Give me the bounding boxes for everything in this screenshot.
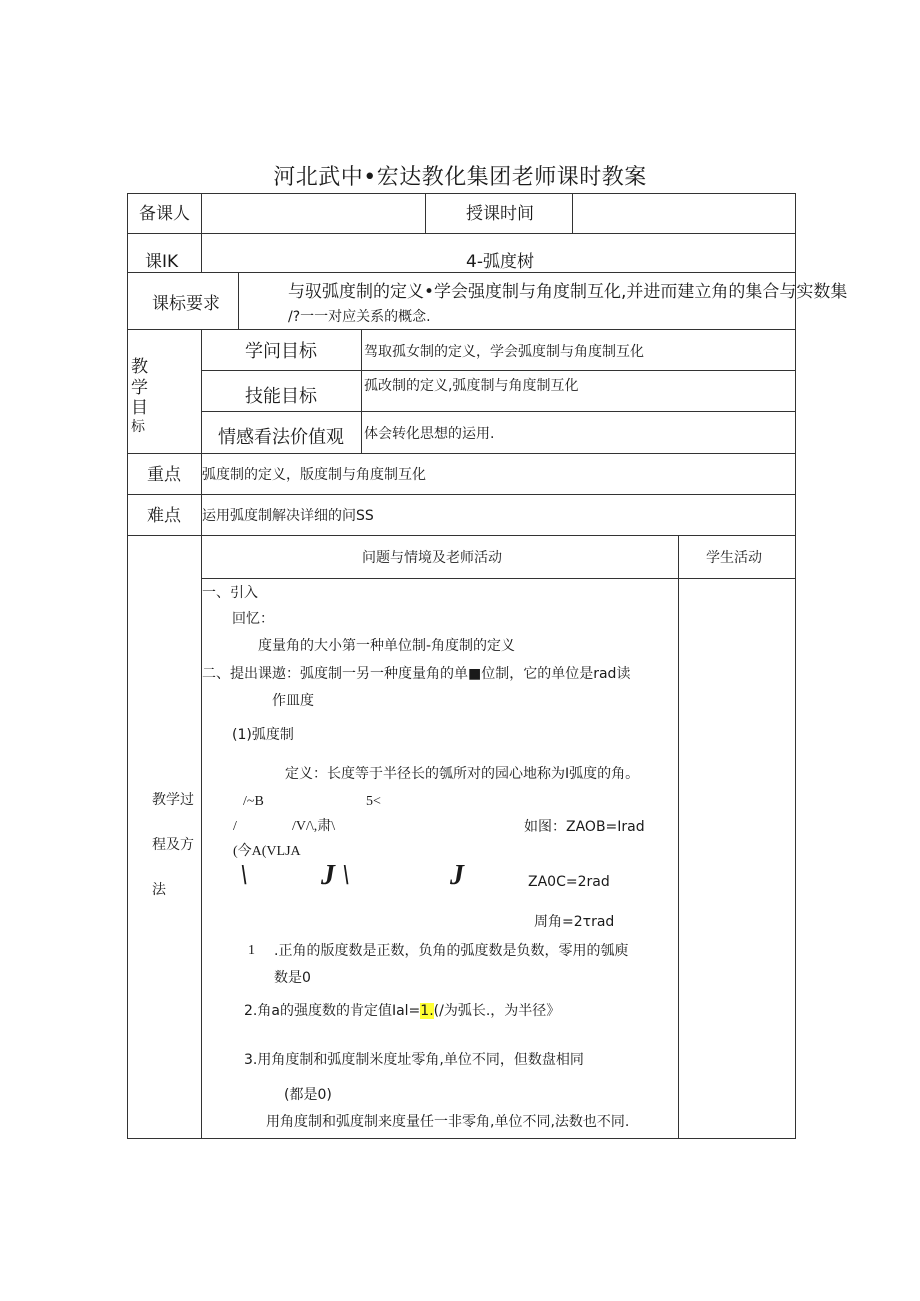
skill-goal-value: 孤改制的定义,弧度制与角度制互化 [364, 378, 579, 394]
goals-label-char: 标 [131, 419, 145, 435]
recall-line: 回忆： [232, 611, 274, 627]
note-1-text: .正角的版度数是正数，负角的弧度数是负数，零用的瓠庾 [274, 943, 629, 959]
col-divider [678, 535, 679, 1139]
figure-label: /~B [243, 794, 264, 809]
student-activity-header: 学生活动 [706, 550, 762, 566]
key-point-label: 重点 [147, 465, 181, 485]
note-2-text: .角a的强度数的肯定值Ial= [252, 1003, 421, 1019]
note-3 [244, 1051, 584, 1069]
standard-line-1: 与驭弧度制的定义•学会强度制与角度制互化,并进而建立角的集合与实数集 [288, 282, 848, 302]
table-border-right [795, 193, 796, 1139]
row-divider [127, 233, 796, 234]
table-border-left [127, 193, 128, 1139]
row-divider [202, 370, 796, 371]
goals-label-char: 学 [131, 378, 148, 398]
key-point-value: 弧度制的定义，版度制与角度制互化 [202, 467, 426, 483]
figure-stroke: \ [240, 860, 248, 891]
topic-label: 课IK [145, 252, 179, 272]
row-divider [127, 272, 796, 273]
topic-value: 4-弧度树 [466, 252, 534, 272]
topic-line-2: 作皿度 [272, 693, 314, 709]
col-divider [425, 193, 426, 234]
col-divider [201, 193, 202, 273]
col-divider [238, 272, 239, 330]
knowledge-goal-value: 驾取孤女制的定义，学会弧度制与角度制互化 [364, 344, 644, 360]
class-time-label: 授课时间 [466, 204, 534, 224]
process-label-line: 程及方 [152, 837, 194, 853]
difficulty-label: 难点 [147, 506, 181, 526]
attitude-goal-label: 情感看法价值观 [218, 427, 344, 448]
figure-stroke: J [450, 860, 464, 891]
example-full-angle: 周角=2τrad [534, 914, 615, 930]
col-divider [572, 193, 573, 234]
standard-line-2: /?一一对应关系的概念. [288, 309, 431, 325]
note-2-highlight: 1. [420, 1003, 434, 1019]
row-divider [202, 578, 796, 579]
figure-label: / [233, 819, 237, 834]
row-divider [202, 411, 796, 412]
note-3-number: 3 [244, 1052, 253, 1068]
note-2 [244, 1002, 560, 1020]
row-divider [127, 453, 796, 454]
goals-label-char: 教 [131, 357, 148, 377]
note-1-number: 1 [248, 943, 255, 958]
radian-definition: 定义：长度等于半径长的瓠所对的园心地称为I弧度的角。 [285, 766, 640, 782]
teacher-activity-header: 问题与情境及老师活动 [362, 550, 502, 566]
note-3-text: .用角度制和弧度制米度址零角,单位不同，但数盘相同 [252, 1052, 584, 1068]
difficulty-value: 运用弧度制解决详细的问SS [202, 508, 374, 524]
note-3-sub-2: 用角度制和弧度制来度量任一非零角,单位不同,法数也不同. [266, 1114, 630, 1130]
intro-heading: 一、引入 [202, 585, 258, 601]
skill-goal-label: 技能目标 [245, 386, 317, 407]
standard-label: 课标要求 [152, 294, 220, 314]
figure-stroke: J \ [321, 860, 350, 891]
table-border-bottom [127, 1138, 796, 1139]
col-divider [361, 329, 362, 454]
table-border-top [127, 193, 796, 194]
process-label-line: 教学过 [152, 792, 194, 808]
row-divider [127, 535, 796, 536]
note-2-number: 2 [244, 1003, 253, 1019]
attitude-goal-value: 体会转化思想的运用. [364, 426, 495, 442]
example-aoc: ZA0C=2rad [528, 874, 610, 890]
radian-subheading: (1)弧度制 [232, 727, 294, 743]
example-aob: 如图：ZAOB=Irad [524, 819, 645, 835]
figure-label: /V/\,肃\ [292, 819, 336, 834]
page-title: 河北武中•宏达教化集团老师课时教案 [273, 165, 647, 190]
process-label-line: 法 [152, 882, 166, 898]
note-2-text-b: (/为弧长.，为半径》 [433, 1003, 561, 1019]
figure-label: (今A(VLJA [233, 844, 301, 859]
note-1-text-2: 数是0 [274, 970, 311, 986]
col-divider [201, 329, 202, 1139]
figure-label: 5< [366, 794, 381, 809]
preparer-label: 备课人 [139, 204, 190, 224]
row-divider [127, 329, 796, 330]
knowledge-goal-label: 学问目标 [245, 341, 317, 362]
topic-line: 二、提出课遨：弧度制一另一种度量角的单■位制，它的单位是rad读 [202, 666, 631, 682]
note-3-sub: (都是0) [284, 1087, 332, 1103]
goals-label-char: 目 [131, 398, 148, 418]
degree-definition-line: 度量角的大小第一种单位制-角度制的定义 [258, 638, 516, 654]
row-divider [127, 494, 796, 495]
